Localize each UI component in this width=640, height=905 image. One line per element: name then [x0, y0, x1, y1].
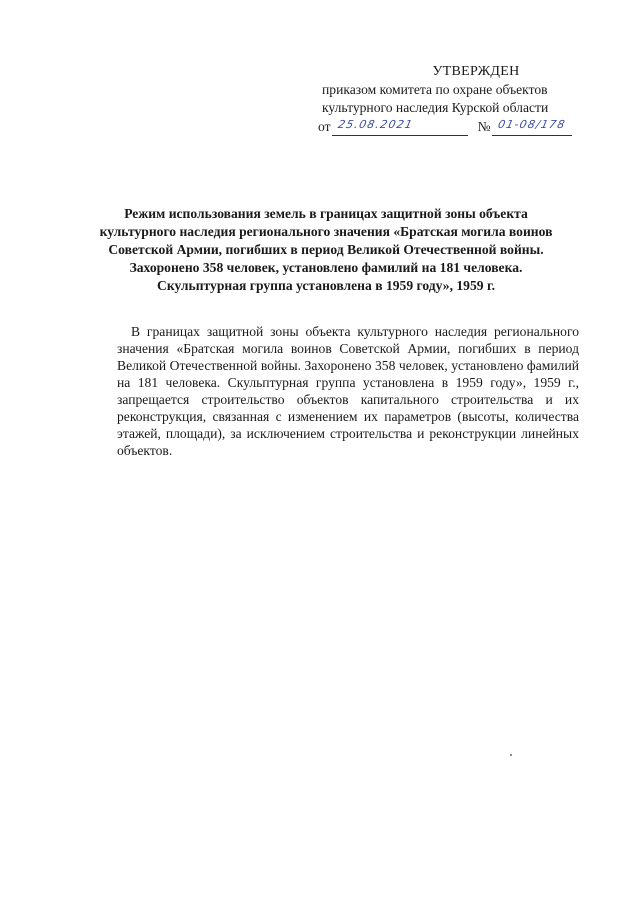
scan-speck: [510, 754, 512, 756]
date-field: [332, 120, 468, 136]
approval-date-row: [318, 118, 588, 136]
approval-heading: УТВЕРЖДЕН: [432, 64, 520, 79]
handwritten-date: 25.08.2021: [336, 118, 415, 131]
number-field: [492, 120, 572, 136]
approval-line-1: приказом комитета по охране объектов: [322, 82, 548, 97]
date-prefix: от: [318, 119, 331, 134]
handwritten-number: 01-08/178: [496, 118, 567, 131]
approval-line-2: культурного наследия Курской области: [322, 100, 549, 115]
number-prefix: №: [477, 119, 491, 134]
document-title: Режим использования земель в границах защитной зоны объекта культурного наследия регионального значения «Братская могила воинов Советской Армии, погибших в период Великой Отечественной войны. Захоронено 358 человек, установлено фамилий на 181 человека. Скульптурная группа установлена в 1959 году», 1959 г.: [99, 206, 553, 293]
approval-stamp: [318, 63, 588, 136]
document-body: В границах защитной зоны объекта культурного наследия регионального значения «Братская могила воинов Советской Армии, погибших в период Великой Отечественной войны. Захоронено 358 человек, установлено фамилий на 181 человека. Скульптурная группа установлена в 1959 году», 1959 г., запрещается строительство объектов капитального строительства и их реконструкция, связанная с изменением их параметров (высоты, количества этажей, площади), за исключением строительства и реконструкции линейных объектов.: [117, 324, 579, 458]
